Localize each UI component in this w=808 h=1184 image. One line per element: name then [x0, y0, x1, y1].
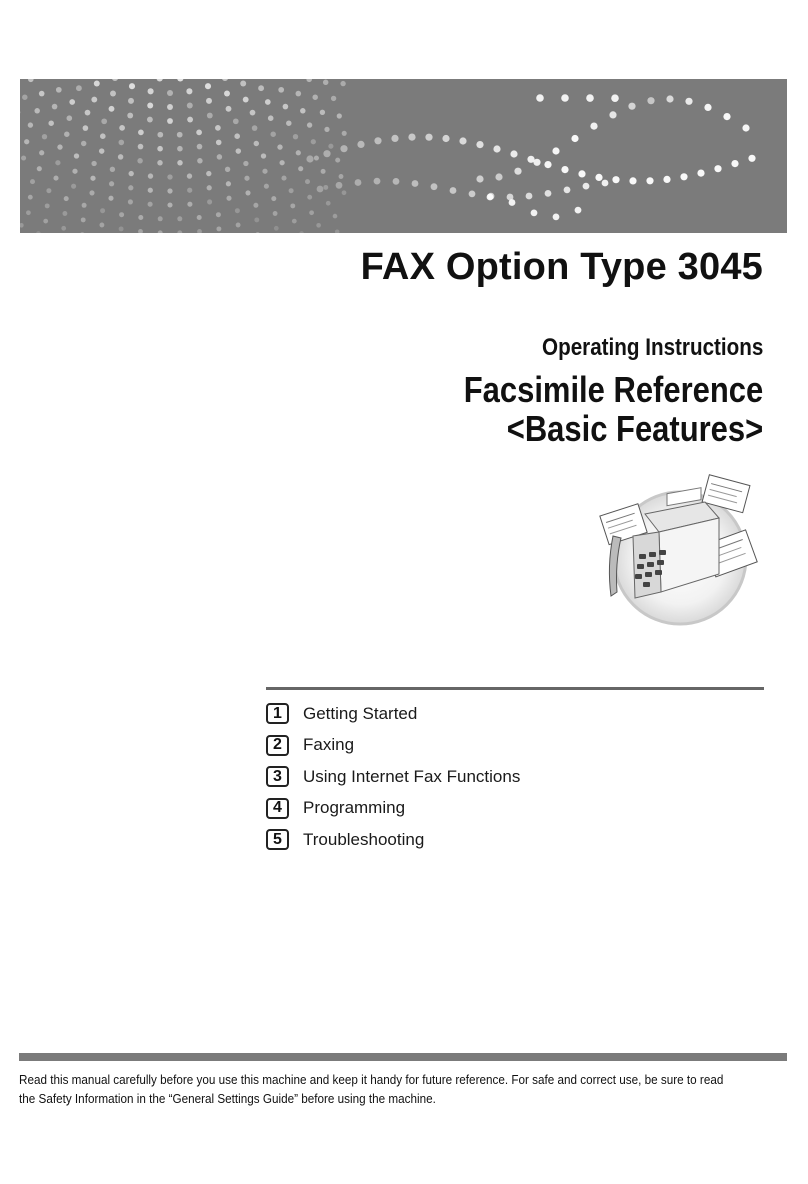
chapter-number-badge: 4	[266, 798, 289, 819]
chapter-title: Programming	[303, 798, 406, 818]
chapter-title: Faxing	[303, 735, 355, 755]
chapter-title: Using Internet Fax Functions	[303, 766, 521, 786]
contents-divider	[266, 687, 764, 690]
product-title: FAX Option Type 3045	[360, 246, 763, 288]
chapter-item	[266, 824, 764, 856]
chapter-title: Troubleshooting	[303, 829, 425, 849]
fax-machine-illustration-icon	[597, 474, 763, 634]
chapter-item	[266, 793, 764, 825]
footer-divider	[19, 1053, 787, 1061]
chapter-item	[266, 698, 764, 730]
cover-banner	[20, 79, 787, 233]
chapter-item	[266, 761, 764, 793]
chapter-number-badge: 3	[266, 766, 289, 787]
document-name-line-2: <Basic Features>	[506, 408, 763, 449]
document-name	[464, 370, 763, 448]
chapter-number-badge: 1	[266, 703, 289, 724]
chapter-item	[266, 730, 764, 762]
document-subtitle: Operating Instructions	[541, 334, 763, 361]
chapter-number-badge: 5	[266, 829, 289, 850]
safety-notice: Read this manual carefully before you use this machine and keep it handy for future reference. For safe and correct use, be sure to read the Safety Information in the “General Settings Guide” before using the machine.	[19, 1072, 724, 1106]
chapter-list	[266, 698, 764, 856]
chapter-title: Getting Started	[303, 703, 418, 723]
document-name-line-1: Facsimile Reference	[463, 369, 763, 410]
chapter-number-badge: 2	[266, 735, 289, 756]
dotted-wave-banner-icon	[20, 79, 787, 233]
